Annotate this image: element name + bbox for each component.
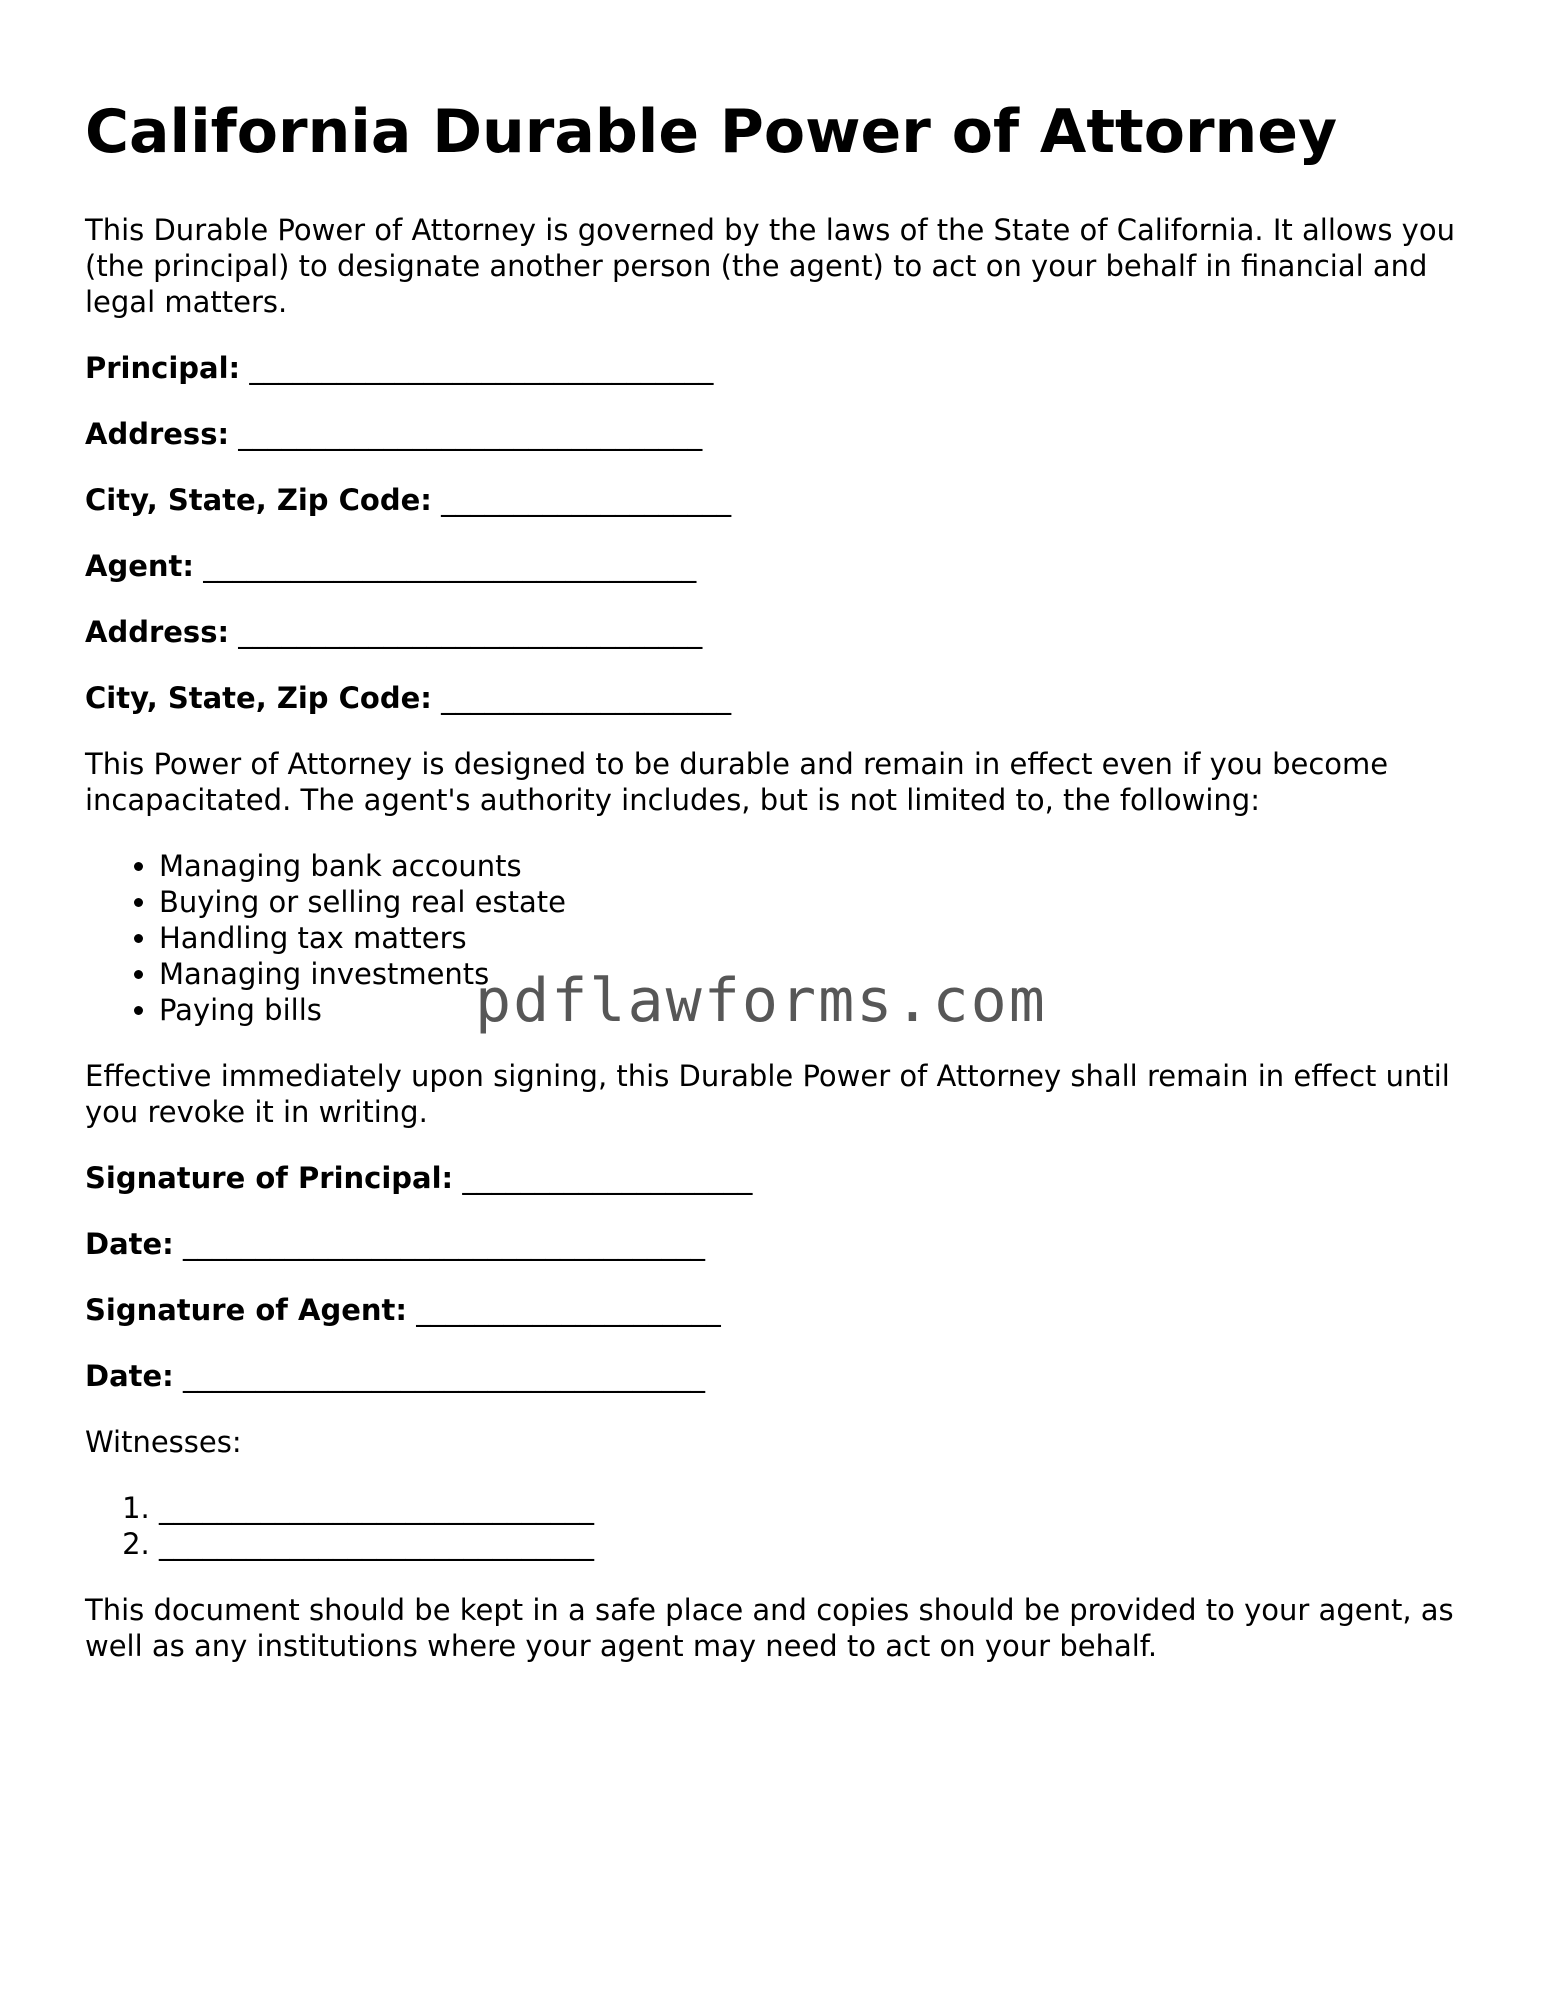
document-page: [85, 96, 1465, 1694]
closing-paragraph: This document should be kept in a safe place and copies should be provided to your agent, as well as any institutions where your agent may need to act on your behalf.: [85, 1593, 1454, 1663]
principal-date-field: [85, 1226, 1465, 1262]
agent-address-label: Address:: [85, 615, 230, 649]
witness-line: 1. ______________________________: [159, 1490, 1465, 1526]
agent-address-field: [85, 614, 1465, 650]
agent-date-field: [85, 1358, 1465, 1394]
agent-address-blank: ________________________________: [238, 615, 703, 649]
agent-blank: __________________________________: [203, 549, 697, 583]
agent-city-field: [85, 680, 1465, 716]
principal-address-blank: ________________________________: [238, 417, 703, 451]
watermark: pdflawforms.com: [475, 966, 1047, 1036]
agent-label: Agent:: [85, 549, 194, 583]
document-title: California Durable Power of Attorney: [85, 97, 1338, 167]
agent-date-label: Date:: [85, 1359, 174, 1393]
principal-signature-field: [85, 1160, 1465, 1196]
principal-signature-blank: ____________________: [462, 1161, 753, 1195]
list-item: • Paying bills: [159, 992, 1465, 1028]
principal-city-blank: ____________________: [441, 483, 732, 517]
agent-signature-field: [85, 1292, 1465, 1328]
agent-city-label: City, State, Zip Code:: [85, 681, 432, 715]
principal-city-label: City, State, Zip Code:: [85, 483, 432, 517]
witness-list: [85, 1490, 1465, 1562]
witness-line: 2. ______________________________: [159, 1526, 1465, 1562]
list-item: • Managing bank accounts: [159, 848, 1465, 884]
principal-address-label: Address:: [85, 417, 230, 451]
agent-field: [85, 548, 1465, 584]
agent-city-blank: ____________________: [441, 681, 732, 715]
witnesses-label: Witnesses:: [85, 1425, 242, 1459]
authority-list: [85, 848, 1465, 1028]
principal-label: Principal:: [85, 351, 241, 385]
principal-date-label: Date:: [85, 1227, 174, 1261]
agent-signature-blank: _____________________: [416, 1293, 721, 1327]
principal-date-blank: ____________________________________: [183, 1227, 705, 1261]
list-item: • Buying or selling real estate: [159, 884, 1465, 920]
list-item: • Managing investments: [159, 956, 1465, 992]
effective-paragraph: Effective immediately upon signing, this Durable Power of Attorney shall remain in effect until you revoke it in writing.: [85, 1059, 1450, 1129]
list-item: • Handling tax matters: [159, 920, 1465, 956]
intro-paragraph: This Durable Power of Attorney is governed by the laws of the State of California. It allows you (the principal) to designate another person (the agent) to act on your behalf in financial and legal matters.: [85, 213, 1455, 319]
principal-address-field: [85, 416, 1465, 452]
principal-signature-label: Signature of Principal:: [85, 1161, 454, 1195]
principal-city-field: [85, 482, 1465, 518]
durable-paragraph: This Power of Attorney is designed to be durable and remain in effect even if you become incapacitated. The agent's authority includes, but is not limited to, the following:: [85, 747, 1389, 817]
principal-blank: ________________________________: [249, 351, 714, 385]
agent-signature-label: Signature of Agent:: [85, 1293, 407, 1327]
agent-date-blank: ____________________________________: [183, 1359, 705, 1393]
principal-field: [85, 350, 1465, 386]
